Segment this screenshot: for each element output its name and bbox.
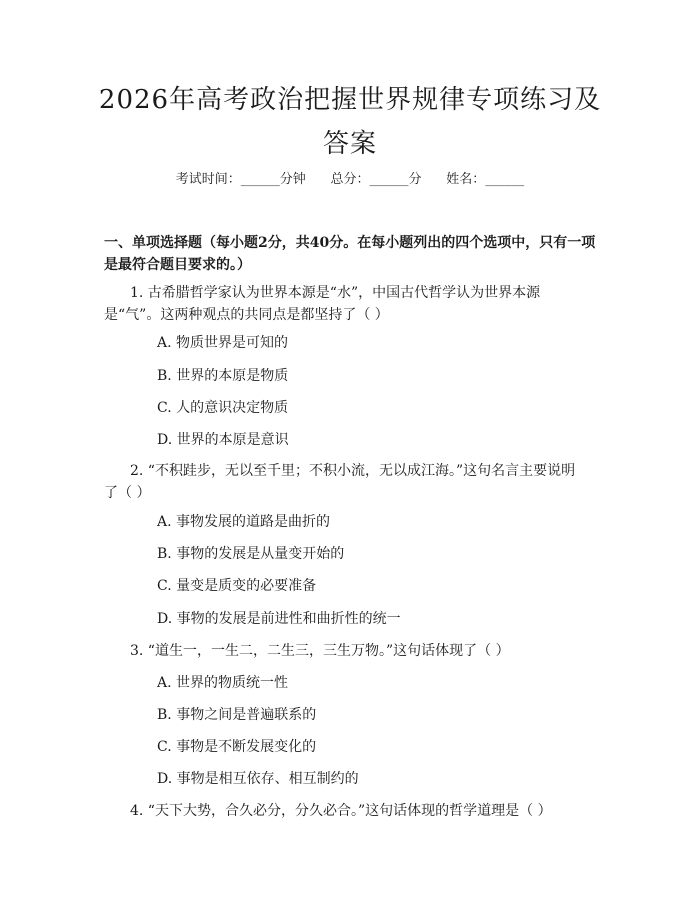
question-1-option-a: A. 物质世界是可知的 [157, 335, 289, 351]
question-2-option-a: A. 事物发展的道路是曲折的 [157, 514, 331, 530]
question-2-option-c: C. 量变是质变的必要准备 [157, 578, 317, 594]
question-3-stem: 3. “道生一，一生二，二生三，三生万物。”这句话体现了（ ） [130, 643, 510, 659]
question-2-stem: 2. “不积跬步，无以至千里；不积小流，无以成江海。”这句名言主要说明了（ ） [104, 463, 576, 501]
question-3-option-c: C. 事物是不断发展变化的 [157, 739, 317, 755]
exam-info-line: 考试时间：______分钟 总分：______分 姓名：______ [175, 172, 525, 187]
section-heading: 一、单项选择题（每小题2分，共40分。在每小题列出的四个选项中，只有一项是最符合题目要求的。） [104, 235, 596, 273]
question-1-option-c: C. 人的意识决定物质 [157, 400, 289, 416]
question-1-option-b: B. 世界的本原是物质 [157, 368, 289, 384]
question-2-option-d: D. 事物的发展是前进性和曲折性的统一 [157, 611, 401, 627]
document-title: 2026年高考政治把握世界规律专项练习及答案 [98, 85, 602, 159]
question-1-option-d: D. 世界的本原是意识 [157, 432, 289, 448]
question-1-stem: 1. 古希腊哲学家认为世界本源是“水”，中国古代哲学认为世界本源是“气”。这两种观点的共同点是都坚持了（ ） [104, 285, 541, 323]
question-4-stem: 4. “天下大势，合久必分，分久必合。”这句话体现的哲学道理是（ ） [130, 803, 552, 819]
question-3-option-d: D. 事物是相互依存、相互制约的 [157, 771, 359, 787]
question-3-option-b: B. 事物之间是普遍联系的 [157, 707, 317, 723]
question-2-option-b: B. 事物的发展是从量变开始的 [157, 546, 345, 562]
question-3-option-a: A. 世界的物质统一性 [157, 675, 289, 691]
